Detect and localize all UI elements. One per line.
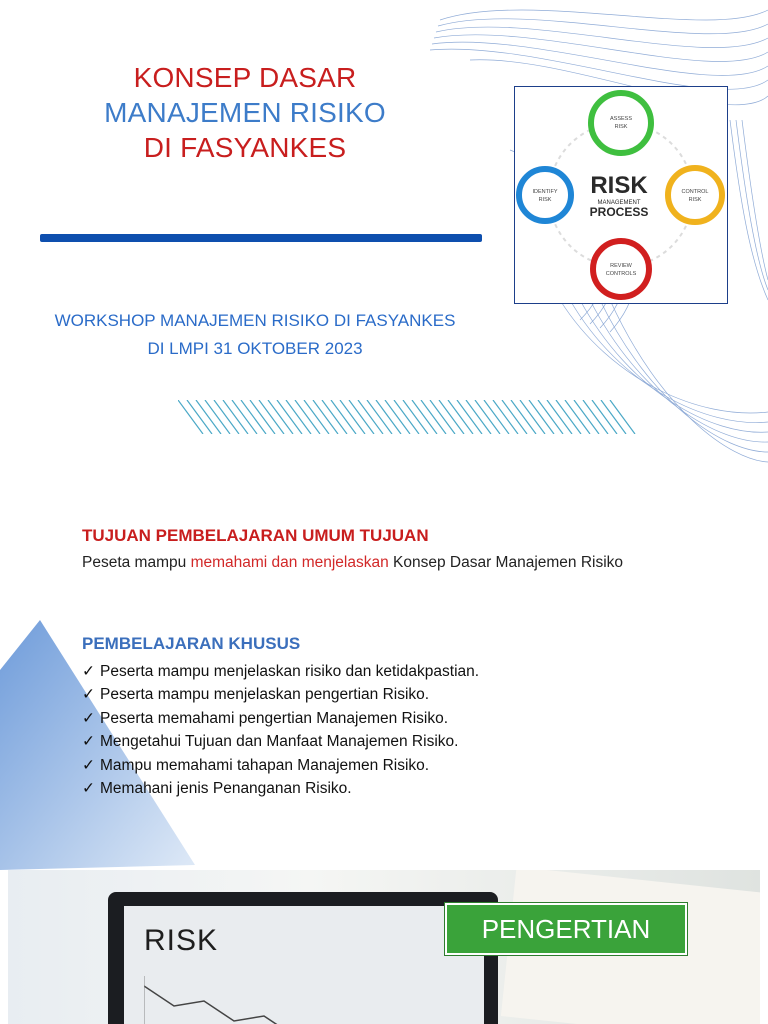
- workshop-line-1: WORKSHOP MANAJEMEN RISIKO DI FASYANKES: [54, 311, 456, 330]
- checkmark-icon: ✓: [82, 686, 95, 704]
- checkmark-icon: ✓: [82, 663, 95, 680]
- review-controls-circle: [593, 241, 649, 297]
- title-line-3: DI FASYANKES: [143, 132, 347, 163]
- svg-text:RISK: RISK: [688, 197, 702, 203]
- list-item: ✓ Peserta mampu menjelaskan pengertian Risiko.: [82, 683, 479, 706]
- checkmark-icon: ✓: [82, 709, 95, 727]
- specific-objectives-list: [82, 660, 479, 800]
- general-objective-heading: TUJUAN PEMBELAJARAN UMUM TUJUAN: [82, 526, 429, 545]
- objective-text-start: Peseta mampu: [82, 554, 191, 571]
- list-item: ✓ Memahani jenis Penanganan Risiko.: [82, 777, 479, 800]
- control-risk-circle: [668, 168, 722, 222]
- list-item: ✓ Mampu memahami tahapan Manajemen Risiko.: [82, 754, 479, 777]
- svg-text:PROCESS: PROCESS: [589, 205, 649, 219]
- svg-text:IDENTIFY: IDENTIFY: [532, 189, 558, 195]
- risk-management-process-diagram: [514, 86, 728, 304]
- title-line-2: MANAJEMEN RISIKO: [104, 97, 386, 128]
- svg-text:RISK: RISK: [538, 197, 552, 203]
- monitor-screen: [124, 906, 484, 1024]
- svg-text:REVIEW: REVIEW: [610, 263, 632, 269]
- assess-risk-circle: [591, 93, 651, 153]
- general-objective-text: [82, 551, 662, 574]
- next-slide-preview: [8, 870, 760, 1024]
- title-divider-bar: [40, 234, 482, 242]
- svg-text:CONTROLS: CONTROLS: [605, 271, 637, 277]
- slide-title: [40, 60, 450, 165]
- svg-text:ASSESS: ASSESS: [609, 116, 633, 122]
- workshop-line-2: DI LMPI 31 OKTOBER 2023: [147, 339, 363, 358]
- chart-lines-image: [144, 976, 474, 1024]
- objective-text-highlight: memahami dan menjelaskan: [190, 554, 389, 571]
- svg-text:RISK: RISK: [590, 172, 648, 199]
- specific-objectives-heading: PEMBELAJARAN KHUSUS: [82, 634, 301, 653]
- pengertian-badge: PENGERTIAN: [445, 903, 687, 955]
- title-line-1: KONSEP DASAR: [133, 62, 357, 93]
- decorative-stripes: [178, 400, 638, 434]
- monitor-image: [108, 892, 498, 1024]
- checkmark-icon: ✓: [82, 733, 95, 751]
- objective-text-end: Konsep Dasar Manajemen Risiko: [388, 554, 624, 571]
- list-item: ✓ Mengetahui Tujuan dan Manfaat Manajemen Risiko.: [82, 730, 479, 753]
- screen-risk-word: RISK: [144, 924, 219, 957]
- svg-text:MANAGEMENT: MANAGEMENT: [597, 200, 641, 206]
- checkmark-icon: ✓: [82, 756, 95, 774]
- checkmark-icon: ✓: [82, 780, 95, 798]
- workshop-subtitle: [20, 307, 490, 363]
- svg-text:RISK: RISK: [614, 124, 628, 130]
- list-item: ✓ Peserta mampu menjelaskan risiko dan ketidakpastian.: [82, 660, 479, 683]
- identify-risk-circle: [519, 169, 571, 221]
- list-item: ✓ Peserta memahami pengertian Manajemen Risiko.: [82, 707, 479, 730]
- svg-text:CONTROL: CONTROL: [681, 189, 709, 195]
